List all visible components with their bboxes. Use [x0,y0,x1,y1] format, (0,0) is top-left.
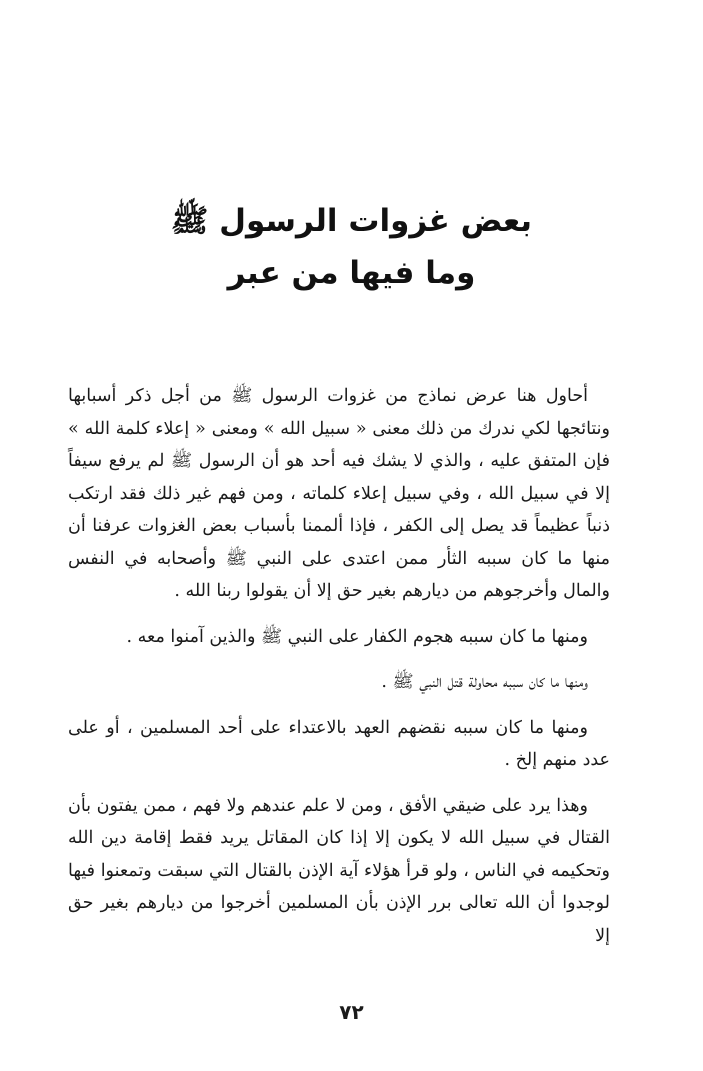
page-number: ٧٢ [339,1000,364,1024]
chapter-title [0,195,703,299]
body-text [68,380,610,952]
paragraph: أحاول هنا عرض نماذج من غزوات الرسول ﷺ من أجل ذكر أسبابها ونتائجها لكي ندرك من ذلك معنى « سبيل الله » ومعنى « إعلاء كلمة الله » فإن المتفق عليه ، والذي لا يشك فيه أحد هو أن الرسول ﷺ لم يرفع سيفاً إلا في سبيل الله ، وفي سبيل إعلاء كلماته ، ومن فهم غير ذلك فقد ارتكب ذنباً عظيماً قد يصل إلى الكفر ، فإذا ألممنا بأسباب بعض الغزوات عرفنا أن منها ما كان سببه الثأر ممن اعتدى على النبي ﷺ وأصحابه في النفس والمال وأخرجوهم من ديارهم بغير حق إلا أن يقولوا ربنا الله . [68,386,610,601]
paragraph: وهذا يرد على ضيقي الأفق ، ومن لا علم عندهم ولا فهم ، ممن يفتون بأن القتال في سبيل الله لا يكون إلا إذا كان المقاتل يريد فقط إقامة دين الله وتحكيمه في الناس ، ولو قرأ هؤلاء آية الإذن بالقتال التي سبقت وتمعنوا فيها لوجدوا أن الله تعالى برر الإذن بأن المسلمين أخرجوا من ديارهم بغير حق إلا [68,795,610,946]
paragraph: ومنها ما كان سببه نقضهم العهد بالاعتداء على أحد المسلمين ، أو على عدد منهم إلخ . [68,717,610,770]
paragraph: ومنها ما كان سببه محاولة قتل النبي ﷺ . [381,672,588,692]
chapter-title-line-1: بعض غزوات الرسول ﷺ [170,203,533,239]
paragraph: ومنها ما كان سببه هجوم الكفار على النبي ﷺ والذين آمنوا معه . [126,626,588,647]
chapter-title-line-2: وما فيها من عبر [227,255,476,291]
